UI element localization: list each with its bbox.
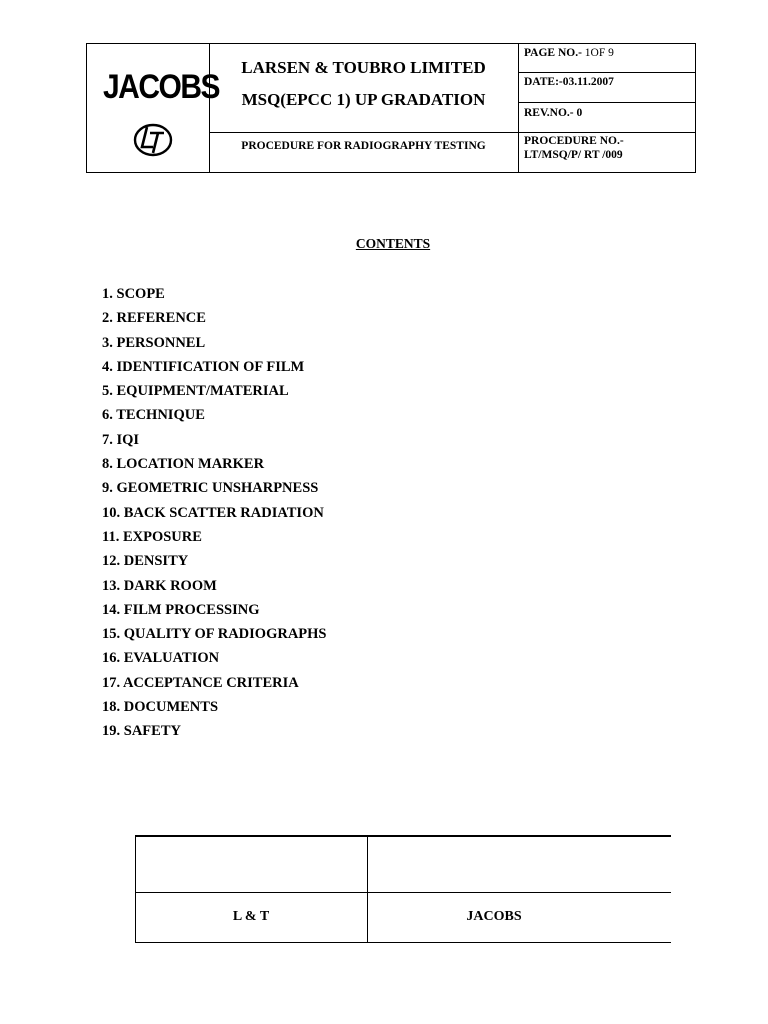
page-number [524, 46, 614, 60]
contents-item: 14. FILM PROCESSING [102, 601, 260, 618]
contents-item: 17. ACCEPTANCE CRITERIA [102, 674, 299, 691]
lt-logo-icon [131, 118, 175, 162]
contents-item: 8. LOCATION MARKER [102, 456, 265, 473]
contents-item: 13. DARK ROOM [102, 577, 217, 594]
revision-number: REV.NO.- 0 [524, 107, 583, 119]
contents-item: 3. PERSONNEL [102, 334, 206, 351]
project-name: MSQ(EPCC 1) UP GRADATION [241, 90, 486, 109]
contents-item: 18. DOCUMENTS [102, 699, 219, 716]
signature-divider [135, 892, 671, 893]
signature-lt: L & T [232, 909, 270, 924]
procedure-number-value: LT/MSQ/P/ RT /009 [524, 149, 623, 161]
page-number-label: PAGE NO.- [524, 47, 582, 59]
contents-heading: CONTENTS [355, 236, 431, 251]
contents-item: 9. GEOMETRIC UNSHARPNESS [102, 480, 319, 497]
contents-item: 19. SAFETY [102, 723, 181, 740]
contents-item: 16. EVALUATION [102, 650, 220, 667]
contents-item: 10. BACK SCATTER RADIATION [102, 504, 324, 521]
signature-divider [367, 835, 368, 943]
signature-divider [135, 835, 671, 837]
signature-divider [135, 942, 671, 943]
company-name: LARSEN & TOUBRO LIMITED [241, 58, 486, 77]
header-table [86, 43, 696, 173]
signature-jacobs: JACOBS [466, 909, 522, 924]
header-divider [209, 132, 695, 133]
header-divider [518, 102, 695, 103]
contents-item: 6. TECHNIQUE [102, 407, 205, 424]
contents-item: 11. EXPOSURE [102, 528, 202, 545]
signature-divider [135, 835, 136, 943]
procedure-number-label: PROCEDURE NO.- [524, 135, 624, 147]
header-divider [518, 72, 695, 73]
signature-table [135, 835, 671, 943]
header-divider [518, 44, 519, 172]
contents-item: 7. IQI [102, 431, 140, 448]
contents-item: 1. SCOPE [102, 286, 165, 302]
jacobs-logo: JACOBS [103, 68, 220, 106]
page-number-value: 1OF 9 [581, 47, 614, 59]
contents-item: 5. EQUIPMENT/MATERIAL [102, 383, 289, 400]
contents-item: 2. REFERENCE [102, 310, 206, 327]
contents-list [102, 284, 327, 746]
document-date: DATE:-03.11.2007 [524, 76, 614, 88]
contents-item: 4. IDENTIFICATION OF FILM [102, 358, 305, 375]
contents-item: 12. DENSITY [102, 553, 189, 570]
contents-item: 15. QUALITY OF RADIOGRAPHS [102, 626, 327, 643]
procedure-number [524, 134, 624, 162]
procedure-title: PROCEDURE FOR RADIOGRAPHY TESTING [241, 140, 486, 152]
